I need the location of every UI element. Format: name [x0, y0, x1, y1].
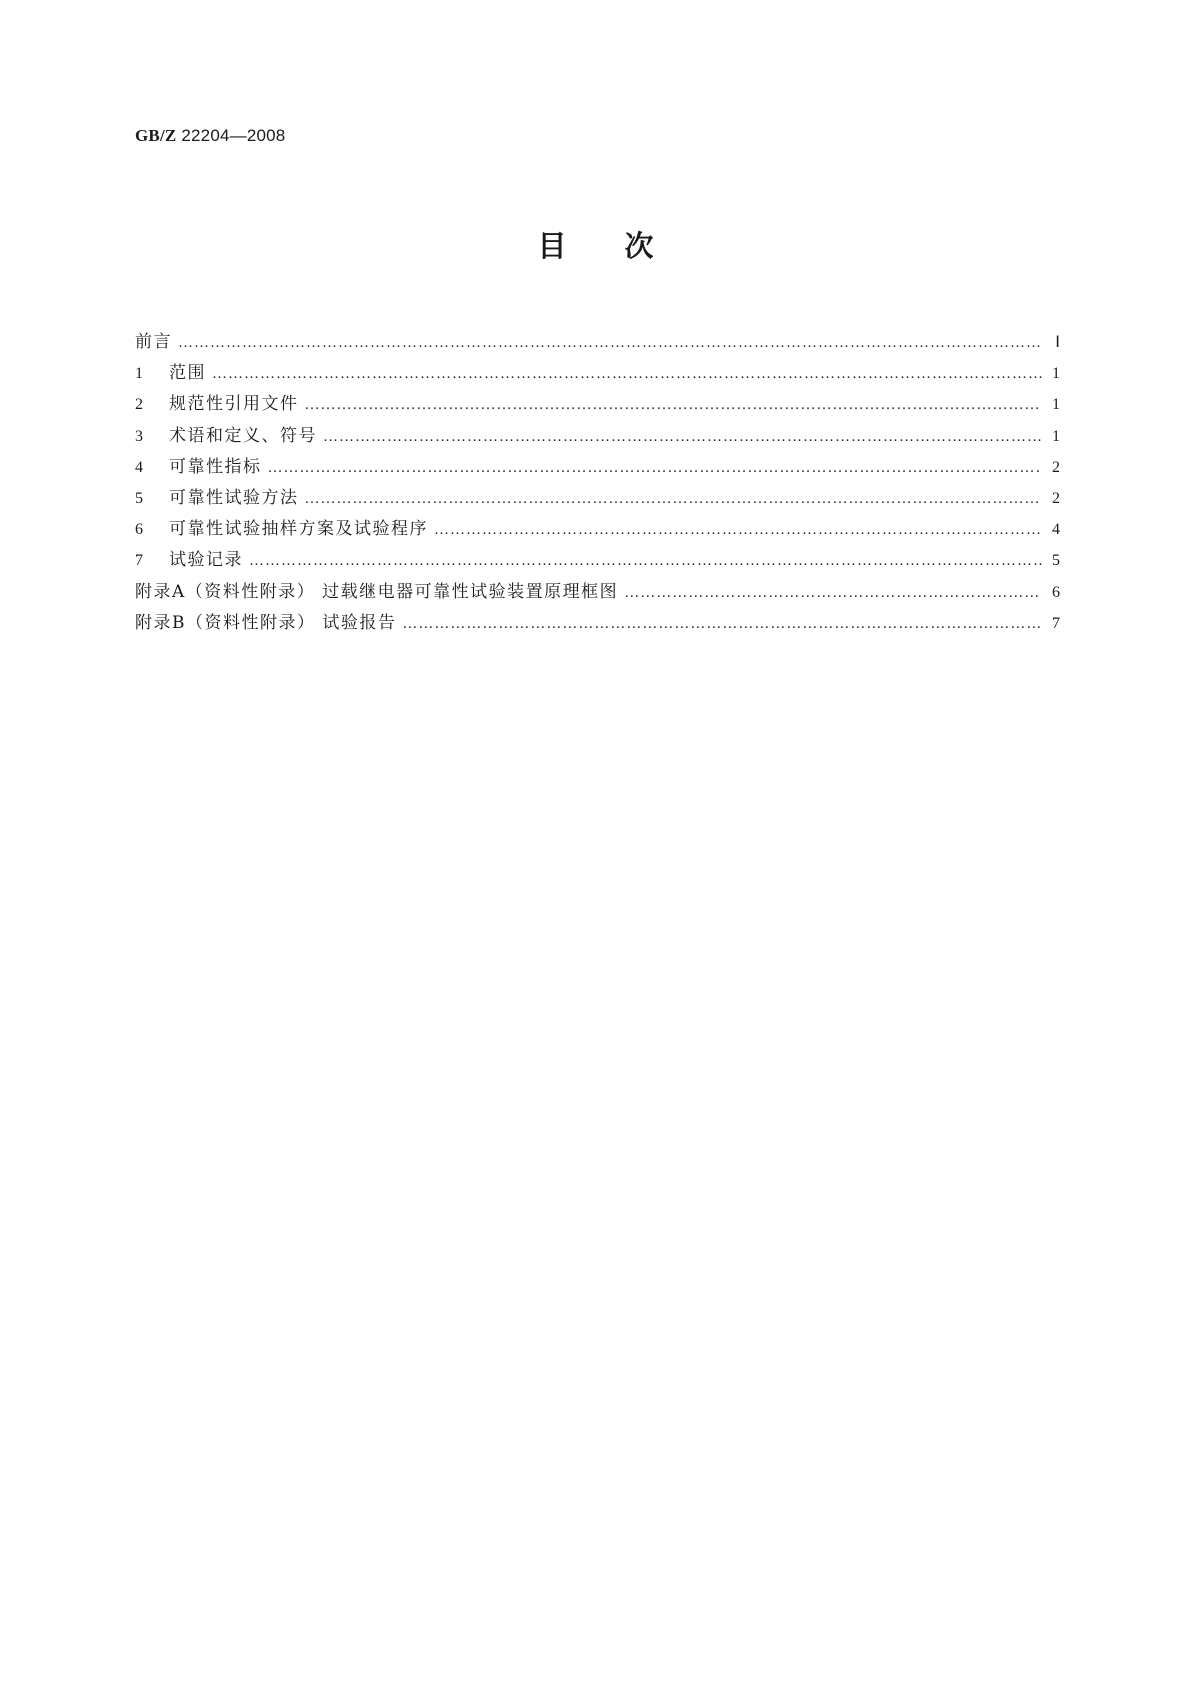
toc-entry-number: 3	[135, 427, 143, 445]
standard-number	[135, 126, 285, 146]
toc-entry-title: 前言	[135, 332, 172, 352]
toc-entry-page: 6	[1052, 583, 1060, 601]
toc-entry[interactable]	[135, 327, 1060, 358]
toc-entry-title: 可靠性试验方法	[169, 487, 299, 508]
toc-dot-leader	[624, 585, 1042, 602]
standard-code: 22204—2008	[181, 126, 286, 145]
standard-prefix: GB/Z	[135, 126, 177, 145]
toc-entry[interactable]	[135, 577, 1060, 608]
toc-entry-number: 7	[135, 552, 143, 570]
toc-dot-leader	[305, 397, 1043, 414]
toc-entry-number: 6	[135, 521, 143, 539]
toc-entry[interactable]	[135, 389, 1060, 420]
page-title: 目次	[537, 229, 712, 263]
toc-entry-page: 1	[1052, 365, 1060, 383]
toc-entry[interactable]	[135, 452, 1060, 483]
toc-entry-title: 范围	[169, 363, 206, 384]
toc-entry-number: 1	[135, 365, 143, 383]
toc-entry-page: 5	[1052, 552, 1060, 570]
toc-entry-page: 1	[1052, 427, 1060, 445]
toc-entry-number: 4	[135, 458, 143, 476]
toc-entry-title: 可靠性指标	[169, 456, 262, 477]
toc-entry-number: 2	[135, 396, 143, 414]
toc-entry-title: 试验记录	[169, 550, 243, 571]
toc-entry-number: 5	[135, 489, 143, 507]
toc-entry-page: 2	[1052, 489, 1060, 507]
toc-entry-title: 附录A（资料性附录） 过载继电器可靠性试验装置原理框图	[135, 581, 619, 602]
toc-dot-leader	[212, 366, 1042, 383]
toc-dot-leader	[178, 335, 1042, 352]
toc-entry-title: 规范性引用文件	[169, 394, 299, 415]
toc-dot-leader	[249, 553, 1042, 570]
toc-dot-leader	[305, 491, 1043, 508]
toc-entry-title: 术语和定义、符号	[169, 425, 317, 446]
toc-dot-leader	[268, 460, 1043, 477]
toc-dot-leader	[402, 616, 1042, 633]
toc-entry-page: 7	[1052, 614, 1060, 632]
toc-entry-page: 4	[1052, 521, 1060, 539]
toc-entry[interactable]	[135, 421, 1060, 452]
toc-dot-leader	[434, 522, 1042, 539]
toc-entry[interactable]	[135, 483, 1060, 514]
toc-entry[interactable]	[135, 608, 1060, 639]
toc-entry-title: 附录B（资料性附录） 试验报告	[135, 612, 397, 633]
toc-entry-page: 1	[1052, 396, 1060, 414]
toc-entry-page: Ⅰ	[1055, 334, 1060, 351]
toc-entry-page: 2	[1052, 458, 1060, 476]
toc-dot-leader	[323, 429, 1042, 446]
toc-entry[interactable]	[135, 514, 1060, 545]
toc-entry-title: 可靠性试验抽样方案及试验程序	[169, 519, 428, 540]
table-of-contents	[135, 327, 1060, 639]
toc-entry[interactable]	[135, 545, 1060, 576]
toc-entry[interactable]	[135, 358, 1060, 389]
